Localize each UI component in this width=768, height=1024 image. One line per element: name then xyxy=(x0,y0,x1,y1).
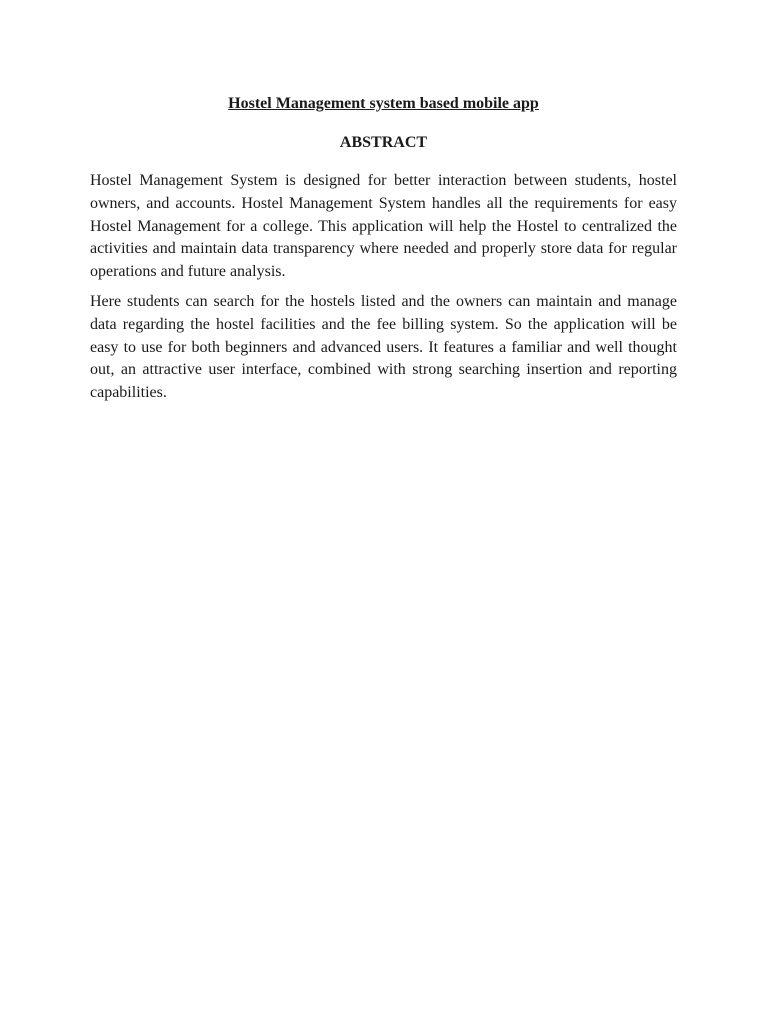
abstract-paragraph-2: Here students can search for the hostels listed and the owners can maintain and manage data regarding the hostel facilities and the fee billing system. So the application will be easy to use for both beginners and advanced users. It features a familiar and well thought out, an attractive user interface, combined with strong searching insertion and reporting capabilities. xyxy=(90,293,677,402)
document-title: Hostel Management system based mobile app xyxy=(228,95,539,112)
section-heading-abstract: ABSTRACT xyxy=(339,134,428,151)
abstract-paragraph-1: Hostel Management System is designed for better interaction between students, hostel owners, and accounts. Hostel Management System handles all the requirements for easy Hostel Management for a college. This application will help the Hostel to centralized the activities and maintain data transparency where needed and properly store data for regular operations and future analysis. xyxy=(90,172,677,281)
